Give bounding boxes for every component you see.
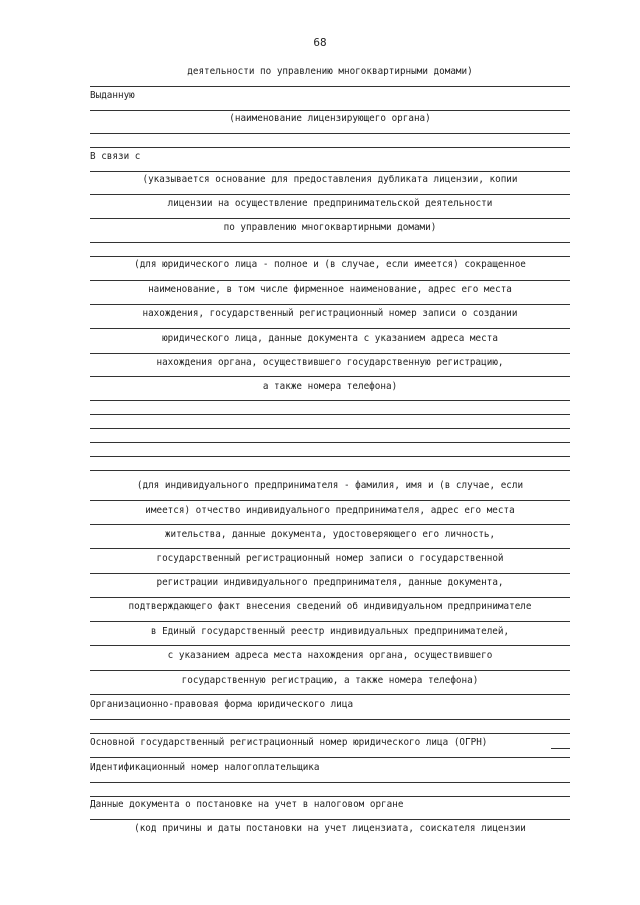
form-line xyxy=(90,428,570,429)
form-line xyxy=(90,670,570,671)
form-line xyxy=(90,442,570,443)
inn-label: Идентификационный номер налогоплательщика xyxy=(90,762,320,773)
legal-entity-caption-line: а также номера телефона) xyxy=(262,381,398,392)
legal-entity-caption-line: юридического лица, данные документа с указанием адреса места xyxy=(162,333,498,344)
form-line xyxy=(90,796,570,797)
form-line xyxy=(90,218,570,219)
ogrn-value-line xyxy=(551,748,570,749)
form-line xyxy=(90,328,570,329)
form-line xyxy=(90,414,570,415)
form-line xyxy=(90,782,570,783)
form-line xyxy=(90,548,570,549)
form-line xyxy=(90,719,570,720)
entrepreneur-caption-line: жительства, данные документа, удостоверяющего его личность, xyxy=(164,529,496,540)
entrepreneur-caption-line: (для индивидуального предпринимателя - фамилия, имя и (в случае, если xyxy=(136,480,524,491)
due-to-label: В связи с xyxy=(90,151,141,162)
form-line xyxy=(90,194,570,195)
issued-label: Выданную xyxy=(90,90,135,101)
form-line xyxy=(90,86,570,87)
form-line xyxy=(90,280,570,281)
form-line xyxy=(90,733,570,734)
form-line xyxy=(90,376,570,377)
entrepreneur-caption-line: с указанием адреса места нахождения органа, осуществившего xyxy=(167,650,493,661)
tax-registration-label: Данные документа о постановке на учет в налоговом органе xyxy=(90,799,404,810)
entrepreneur-caption-line: имеется) отчество индивидуального предпринимателя, адрес его места xyxy=(145,505,515,516)
form-line xyxy=(90,456,570,457)
form-line xyxy=(90,304,570,305)
form-line xyxy=(90,819,570,820)
form-line xyxy=(90,147,570,148)
page-number: 68 xyxy=(313,36,327,49)
form-line xyxy=(90,573,570,574)
legal-entity-caption-line: нахождения органа, осуществившего государственную регистрацию, xyxy=(156,357,504,368)
entrepreneur-caption-line: регистрации индивидуального предпринимателя, данные документа, xyxy=(156,577,504,588)
header-text: деятельности по управлению многоквартирными домами) xyxy=(187,66,473,77)
licensing-body-caption: (наименование лицензирующего органа) xyxy=(229,113,431,124)
kpp-caption: (код причины и даты постановки на учет лицензиата, соискателя лицензии xyxy=(134,823,526,834)
form-line xyxy=(90,470,570,471)
form-line xyxy=(90,597,570,598)
entrepreneur-caption-line: подтверждающего факт внесения сведений об индивидуальном предпринимателе xyxy=(128,601,532,612)
form-line xyxy=(90,757,570,758)
form-line xyxy=(90,500,570,501)
reason-caption-line: по управлению многоквартирными домами) xyxy=(223,222,437,233)
org-legal-form-label: Организационно-правовая форма юридического лица xyxy=(90,699,354,710)
entrepreneur-caption-line: государственную регистрацию, а также номера телефона) xyxy=(181,675,479,686)
entrepreneur-caption-line: в Единый государственный реестр индивидуальных предпринимателей, xyxy=(150,626,510,637)
legal-entity-caption-line: (для юридического лица - полное и (в случае, если имеется) сокращенное xyxy=(134,259,526,270)
legal-entity-caption-line: нахождения, государственный регистрационный номер записи о создании xyxy=(142,308,518,319)
entrepreneur-caption-line: государственный регистрационный номер записи о государственной xyxy=(156,553,504,564)
form-line xyxy=(90,110,570,111)
form-line xyxy=(90,242,570,243)
form-line xyxy=(90,621,570,622)
form-line xyxy=(90,645,570,646)
form-line xyxy=(90,133,570,134)
form-line xyxy=(90,524,570,525)
form-line xyxy=(90,694,570,695)
form-line xyxy=(90,256,570,257)
legal-entity-caption-line: наименование, в том числе фирменное наименование, адрес его места xyxy=(148,284,512,295)
ogrn-label: Основной государственный регистрационный номер юридического лица (ОГРН) xyxy=(90,737,488,748)
form-line xyxy=(90,353,570,354)
reason-caption-line: лицензии на осуществление предпринимательской деятельности xyxy=(167,198,493,209)
form-line xyxy=(90,171,570,172)
reason-caption-line: (указывается основание для предоставления дубликата лицензии, копии xyxy=(142,174,518,185)
form-line xyxy=(90,400,570,401)
